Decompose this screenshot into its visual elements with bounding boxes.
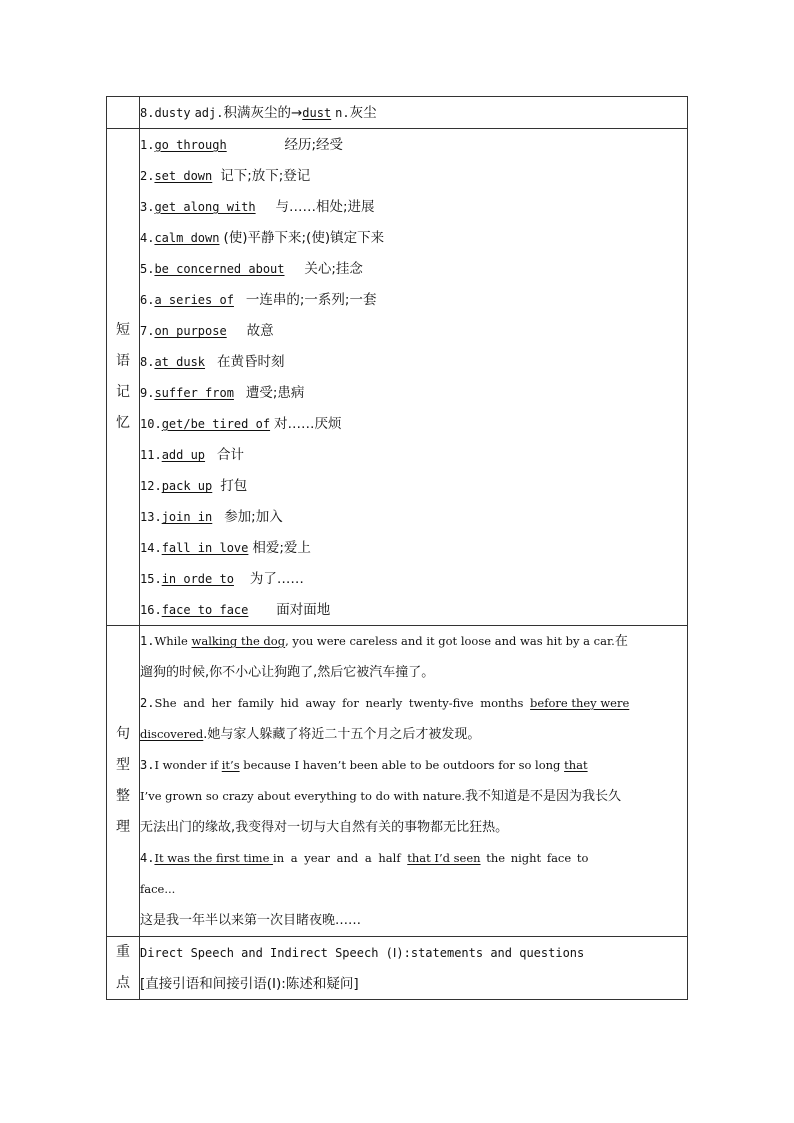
phrase-item: [140, 253, 687, 284]
phrase-text: fall in love: [161, 541, 249, 555]
phrase-item: [140, 284, 687, 315]
phrase-meaning: 合计: [216, 447, 244, 463]
phrase-num: 15.: [140, 572, 162, 586]
sentence-text: because I haven’t been able to be outdoors for so long: [239, 758, 565, 772]
phrase-text: set down: [154, 169, 213, 183]
phrase-meaning: 为了……: [249, 571, 304, 587]
phrase-num: 4.: [140, 231, 155, 245]
phrase-item: [140, 191, 687, 222]
phrase-item: [140, 439, 687, 470]
focus-english-text: Direct Speech and Indirect Speech (Ⅰ):statements and questions: [140, 946, 585, 960]
phrase-text: [154, 130, 284, 160]
phrase-meaning: 参加;加入: [224, 509, 283, 525]
phrases-label-char: 忆: [116, 415, 130, 431]
focus-chinese: [140, 968, 687, 999]
sentence-translation: 我不知道是不是因为我长久: [464, 789, 621, 804]
phrase-num: 13.: [140, 510, 162, 524]
sentence-key-phrase: that I’d seen: [407, 851, 481, 865]
phrase-num: 3.: [140, 200, 155, 214]
sentence-key-phrase: It was the first time: [154, 851, 274, 865]
study-notes-table: [106, 96, 688, 1000]
phrase-item: [140, 160, 687, 191]
vocab-num: 8.: [140, 106, 155, 120]
phrase-meaning: 在黄昏时刻: [216, 354, 285, 370]
vocab-word: dusty: [154, 106, 191, 120]
phrases-content-cell: [140, 129, 688, 626]
phrase-meaning: 关心;挂念: [304, 261, 363, 277]
phrase-text: be concerned about: [154, 262, 285, 276]
vocab-root: dust: [302, 106, 332, 120]
phrase-item: [140, 315, 687, 346]
sentences-label-char: 句: [116, 726, 130, 742]
vocab-root-pos: n.: [335, 106, 350, 120]
sentence-text: She and her family hid away for nearly twenty-five months: [154, 696, 531, 710]
phrase-text: pack up: [161, 479, 213, 493]
phrase-text: add up: [161, 448, 206, 462]
sentence-4: [140, 843, 687, 936]
sentence-key-phrase: before they were: [530, 696, 630, 710]
phrase-item: [140, 501, 687, 532]
sentence-text: face...: [140, 882, 176, 896]
phrases-row: [107, 129, 688, 626]
vocab-meaning: 积满灰尘的: [223, 105, 291, 121]
phrase-meaning: 相爱;爱上: [252, 540, 311, 556]
sentence-translation: 无法出门的缘故,我变得对一切与大自然有关的事物都无比狂热。: [140, 820, 509, 835]
sentence-1: [140, 626, 687, 688]
phrase-meaning: 经历;经受: [284, 137, 344, 153]
phrase-num: 11.: [140, 448, 162, 462]
sentences-row: [107, 626, 688, 937]
phrase-num: 14.: [140, 541, 162, 555]
phrases-label-char: 记: [116, 384, 130, 400]
phrase-meaning: 面对面地: [276, 602, 331, 618]
sentence-translation: .她与家人躲藏了将近二十五个月之后才被发现。: [203, 727, 481, 742]
focus-content-cell: [140, 937, 688, 1000]
sentence-3: [140, 750, 687, 843]
phrase-meaning: 一连串的;一系列;一套: [245, 292, 377, 308]
sentences-label-char: 型: [116, 757, 130, 773]
vocab-content-cell: [140, 97, 688, 129]
sentence-translation: 遛狗的时候,你不小心让狗跑了,然后它被汽车撞了。: [140, 665, 435, 680]
phrase-text: on purpose: [154, 324, 227, 338]
focus-label-cell: [107, 937, 140, 1000]
vocab-item: [140, 97, 687, 128]
phrase-item: [140, 470, 687, 501]
sentence-text: in a year and a half: [273, 851, 408, 865]
focus-chinese-text: [直接引语和间接引语(Ⅰ):陈述和疑问]: [140, 976, 359, 992]
focus-english: [140, 937, 687, 968]
phrase-item: [140, 346, 687, 377]
phrases-label-cell: [107, 129, 140, 626]
sentence-key-phrase: it’s: [221, 758, 240, 772]
sentence-key-phrase: that: [564, 758, 588, 772]
phrases-label-char: 语: [116, 353, 130, 369]
sentence-key-phrase: discovered: [140, 727, 204, 741]
sentences-label-cell: [107, 626, 140, 937]
phrase-meaning: 记下;放下;登记: [220, 168, 311, 184]
sentence-num: 1.: [140, 634, 155, 648]
sentence-text: I wonder if: [154, 758, 222, 772]
focus-row: [107, 937, 688, 1000]
phrase-item: [140, 408, 687, 439]
phrase-text: get along with: [154, 200, 256, 214]
phrase-num: 16.: [140, 603, 162, 617]
phrase-text: at dusk: [154, 355, 206, 369]
phrase-num: 9.: [140, 386, 155, 400]
sentence-text: the night face to: [480, 851, 589, 865]
phrase-num: 1.: [140, 138, 155, 152]
focus-label-char: 点: [116, 975, 130, 991]
sentence-text: While: [154, 634, 192, 648]
sentence-text: , you were careless and it got loose and was hit by a car.: [285, 634, 615, 648]
sentence-key-phrase: walking the dog: [191, 634, 286, 648]
vocab-root-meaning: 灰尘: [349, 105, 377, 121]
phrase-meaning: 对……厌烦: [274, 416, 342, 432]
sentence-text: I’ve grown so crazy about everything to do with nature.: [140, 789, 465, 803]
phrase-text-inner: go through: [154, 138, 227, 152]
phrase-meaning: 故意: [246, 323, 274, 339]
phrase-item: [140, 377, 687, 408]
sentences-label-char: 理: [116, 819, 130, 835]
phrase-text: in orde to: [161, 572, 234, 586]
phrase-text: get/be tired of: [161, 417, 271, 431]
phrase-meaning: 打包: [220, 478, 248, 494]
arrow-icon: →: [290, 105, 303, 121]
sentence-num: 3.: [140, 758, 155, 772]
phrase-meaning: 遭受;患病: [245, 385, 305, 401]
phrase-item: [140, 222, 687, 253]
phrase-num: 2.: [140, 169, 155, 183]
phrase-num: 6.: [140, 293, 155, 307]
phrase-text: join in: [161, 510, 213, 524]
sentences-content-cell: [140, 626, 688, 937]
phrase-text: a series of: [154, 293, 234, 307]
vocab-label-cell: [107, 97, 140, 129]
phrase-item: [140, 129, 687, 160]
sentence-2: [140, 688, 687, 750]
sentence-translation: 在: [614, 634, 628, 649]
vocab-pos: adj.: [194, 106, 224, 120]
phrase-num: 12.: [140, 479, 162, 493]
phrase-item: [140, 532, 687, 563]
phrase-text: face to face: [161, 603, 249, 617]
sentences-label-char: 整: [116, 788, 130, 804]
phrases-label-char: 短: [116, 322, 130, 338]
phrase-text: suffer from: [154, 386, 234, 400]
phrase-meaning: (使)平静下来;(使)镇定下来: [223, 230, 385, 246]
phrase-text: calm down: [154, 231, 220, 245]
phrase-num: 5.: [140, 262, 155, 276]
sentence-translation: 这是我一年半以来第一次目睹夜晚……: [140, 913, 362, 928]
phrase-num: 10.: [140, 417, 162, 431]
phrase-meaning: 与……相处;进展: [275, 199, 375, 215]
phrase-num: 7.: [140, 324, 155, 338]
vocab-row: [107, 97, 688, 129]
sentence-num: 2.: [140, 696, 155, 710]
phrase-num: 8.: [140, 355, 155, 369]
sentence-num: 4.: [140, 851, 155, 865]
phrase-item: [140, 563, 687, 594]
focus-label-char: 重: [116, 944, 130, 960]
phrase-item: [140, 594, 687, 625]
